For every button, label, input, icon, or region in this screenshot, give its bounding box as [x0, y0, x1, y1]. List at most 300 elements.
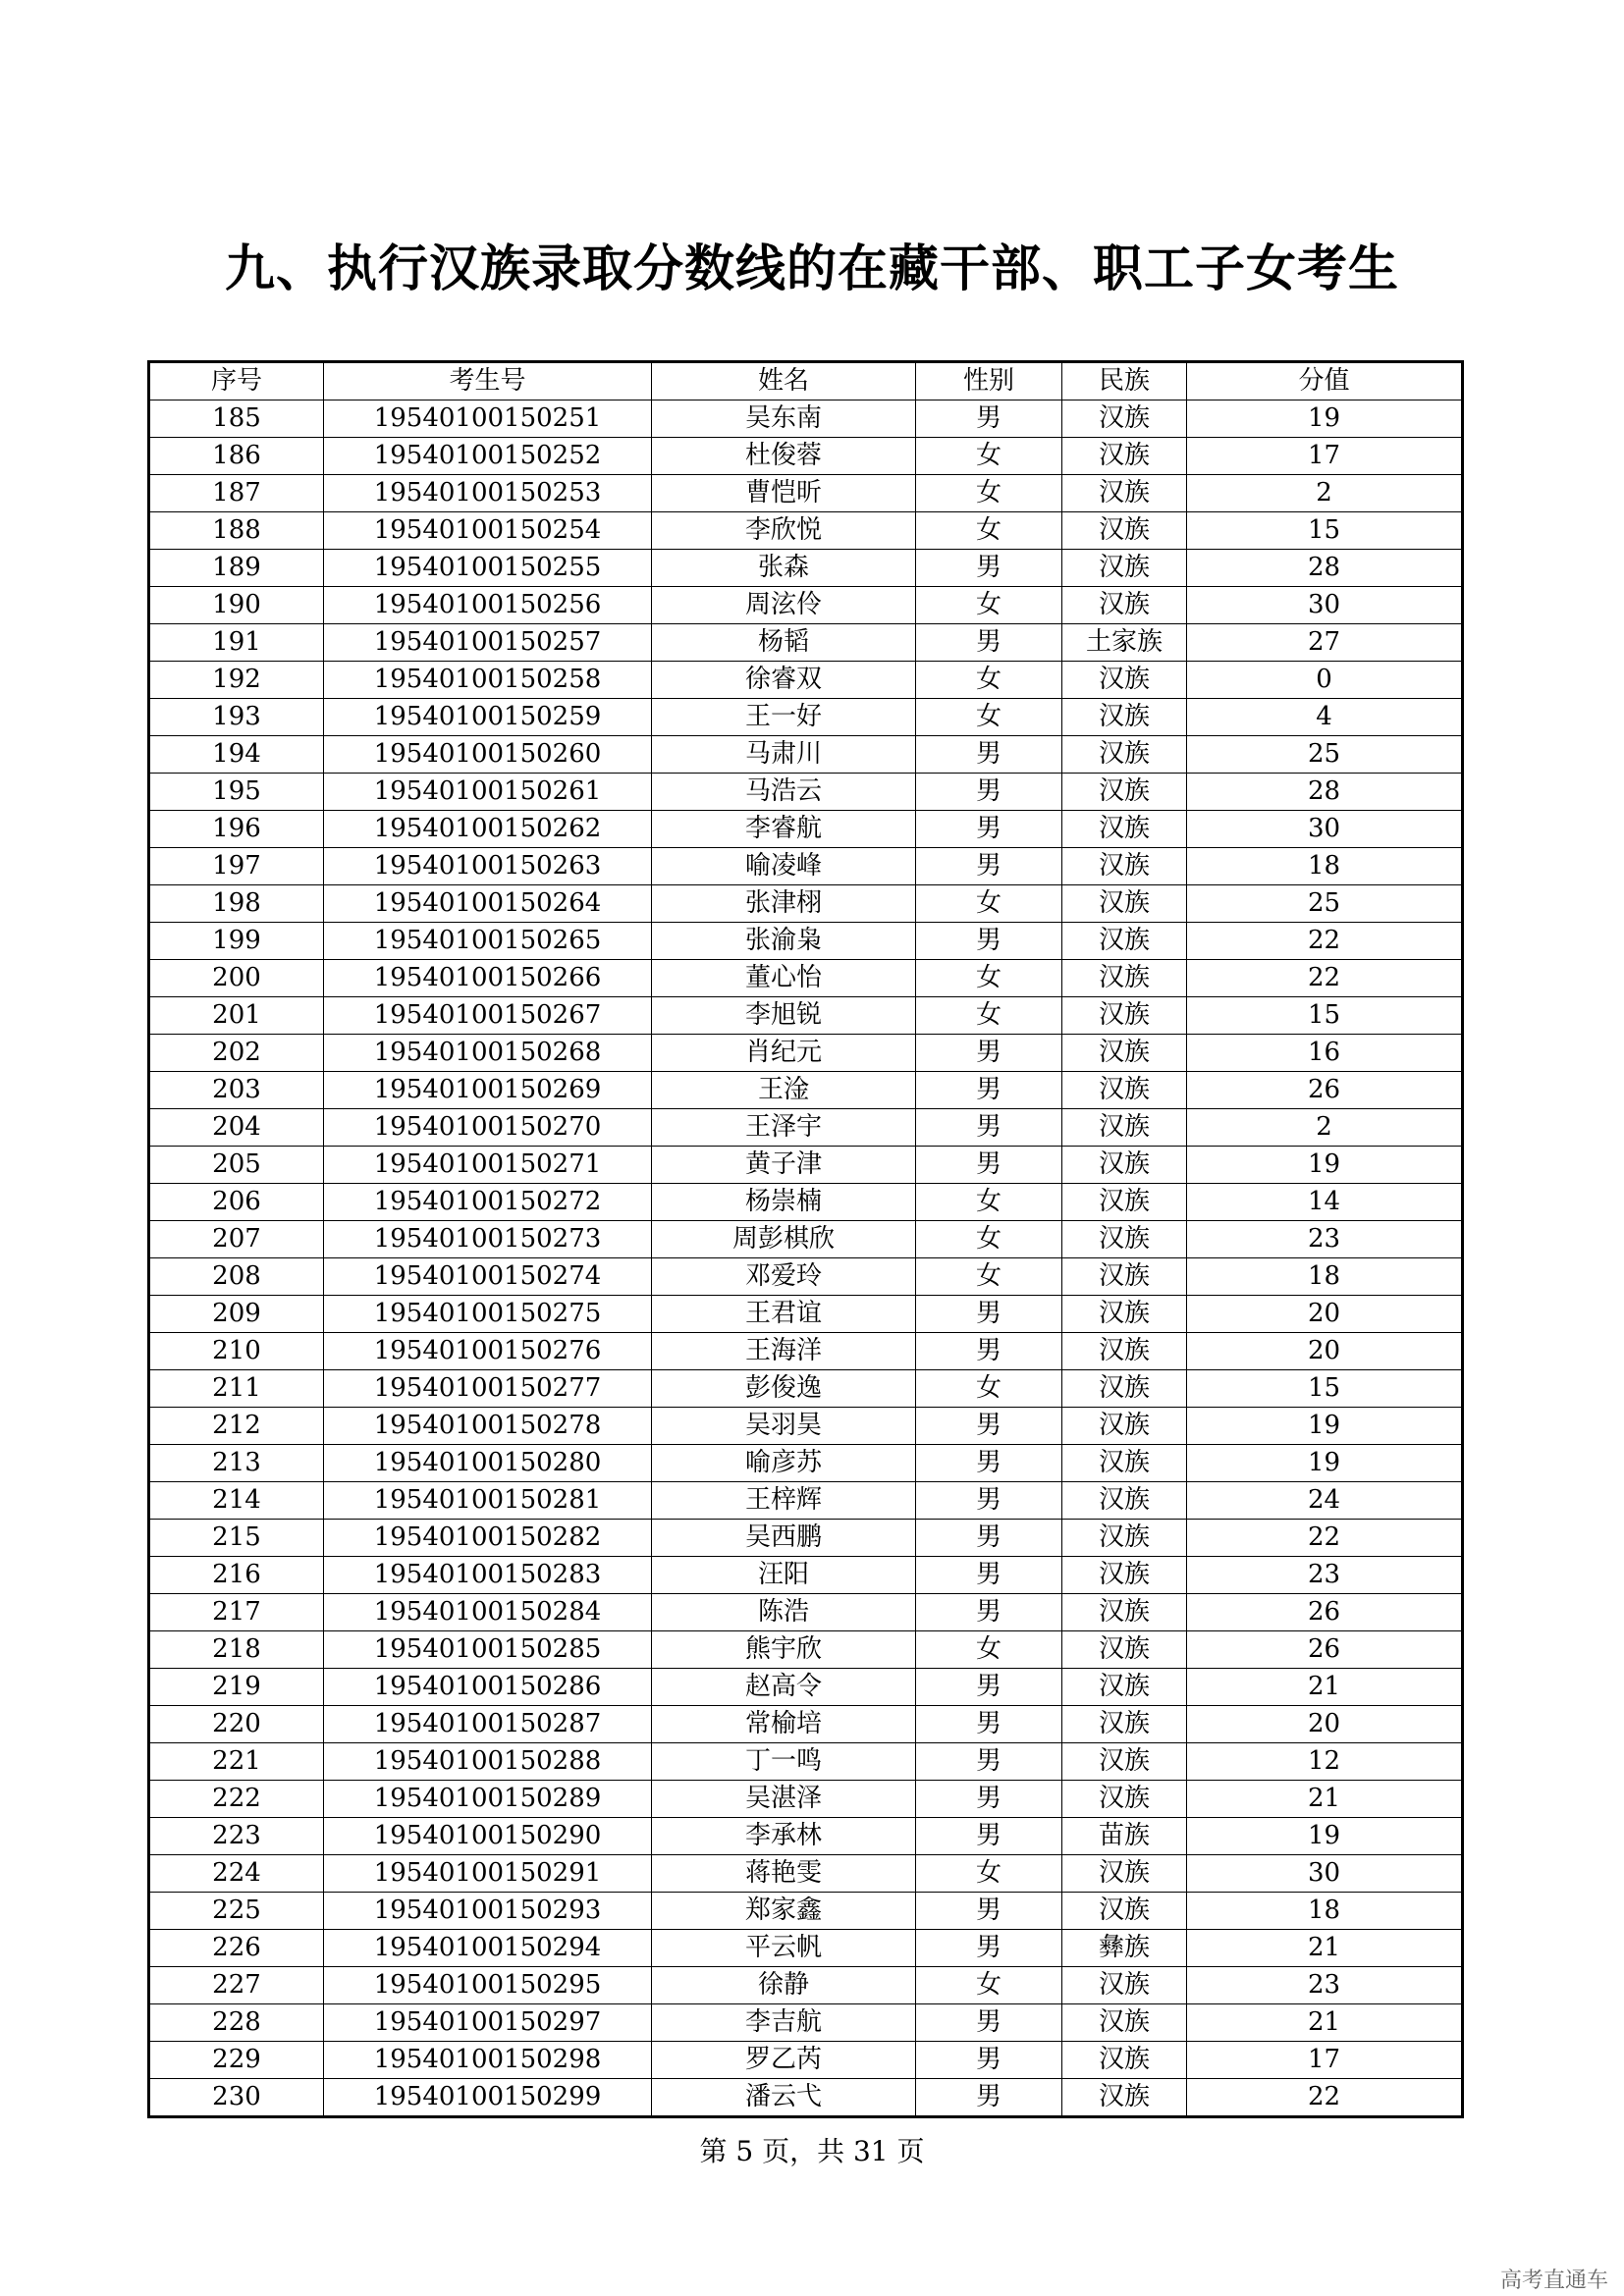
cell-sex: 男 [916, 400, 1062, 438]
cell-score: 30 [1187, 811, 1463, 848]
cell-ethnicity: 汉族 [1062, 662, 1187, 699]
cell-score: 2 [1187, 475, 1463, 512]
cell-ethnicity: 汉族 [1062, 400, 1187, 438]
cell-name: 彭俊逸 [652, 1370, 916, 1408]
cell-exam-id: 19540100150256 [324, 587, 652, 624]
cell-ethnicity: 汉族 [1062, 512, 1187, 550]
cell-sex: 男 [916, 1520, 1062, 1557]
cell-seq: 206 [149, 1184, 324, 1221]
cell-ethnicity: 汉族 [1062, 1258, 1187, 1296]
cell-score: 19 [1187, 1408, 1463, 1445]
cell-name: 徐睿双 [652, 662, 916, 699]
table-row [149, 1258, 1463, 1296]
cell-seq: 185 [149, 400, 324, 438]
cell-seq: 190 [149, 587, 324, 624]
cell-ethnicity: 汉族 [1062, 736, 1187, 774]
cell-sex: 男 [916, 1930, 1062, 1967]
cell-sex: 女 [916, 885, 1062, 923]
cell-name: 黄子津 [652, 1147, 916, 1184]
table-row [149, 1035, 1463, 1072]
cell-ethnicity: 汉族 [1062, 2042, 1187, 2079]
cell-score: 30 [1187, 587, 1463, 624]
cell-exam-id: 19540100150283 [324, 1557, 652, 1594]
table-row [149, 1109, 1463, 1147]
cell-exam-id: 19540100150274 [324, 1258, 652, 1296]
cell-score: 16 [1187, 1035, 1463, 1072]
cell-score: 22 [1187, 1520, 1463, 1557]
table-row [149, 736, 1463, 774]
cell-ethnicity: 汉族 [1062, 1594, 1187, 1631]
table-row [149, 1743, 1463, 1781]
cell-exam-id: 19540100150286 [324, 1669, 652, 1706]
cell-exam-id: 19540100150298 [324, 2042, 652, 2079]
cell-sex: 男 [916, 1333, 1062, 1370]
cell-score: 25 [1187, 736, 1463, 774]
cell-ethnicity: 汉族 [1062, 699, 1187, 736]
cell-seq: 223 [149, 1818, 324, 1855]
cell-exam-id: 19540100150295 [324, 1967, 652, 2004]
cell-ethnicity: 汉族 [1062, 848, 1187, 885]
cell-sex: 男 [916, 1893, 1062, 1930]
cell-ethnicity: 汉族 [1062, 475, 1187, 512]
cell-score: 30 [1187, 1855, 1463, 1893]
cell-sex: 女 [916, 1855, 1062, 1893]
page-footer: 第 5 页，共 31 页 [699, 2135, 925, 2167]
table-row [149, 885, 1463, 923]
table-row [149, 1669, 1463, 1706]
cell-ethnicity: 汉族 [1062, 1482, 1187, 1520]
cell-seq: 193 [149, 699, 324, 736]
header-ethnicity: 民族 [1062, 362, 1187, 400]
cell-seq: 224 [149, 1855, 324, 1893]
cell-seq: 210 [149, 1333, 324, 1370]
cell-sex: 女 [916, 1184, 1062, 1221]
cell-sex: 男 [916, 811, 1062, 848]
table-row [149, 2042, 1463, 2079]
cell-score: 28 [1187, 774, 1463, 811]
cell-exam-id: 19540100150272 [324, 1184, 652, 1221]
cell-seq: 191 [149, 624, 324, 662]
cell-ethnicity: 汉族 [1062, 1445, 1187, 1482]
cell-exam-id: 19540100150271 [324, 1147, 652, 1184]
cell-exam-id: 19540100150282 [324, 1520, 652, 1557]
cell-sex: 男 [916, 1445, 1062, 1482]
cell-name: 吴湛泽 [652, 1781, 916, 1818]
cell-score: 21 [1187, 1781, 1463, 1818]
table-row [149, 475, 1463, 512]
header-seq: 序号 [149, 362, 324, 400]
watermark-text: 高考直通车 [1499, 2269, 1608, 2293]
table-row [149, 550, 1463, 587]
cell-exam-id: 19540100150263 [324, 848, 652, 885]
table-row [149, 400, 1463, 438]
cell-score: 19 [1187, 1147, 1463, 1184]
cell-seq: 202 [149, 1035, 324, 1072]
cell-seq: 209 [149, 1296, 324, 1333]
cell-ethnicity: 汉族 [1062, 997, 1187, 1035]
table-row [149, 1631, 1463, 1669]
cell-sex: 女 [916, 997, 1062, 1035]
cell-sex: 女 [916, 1258, 1062, 1296]
cell-name: 邓爱玲 [652, 1258, 916, 1296]
cell-score: 26 [1187, 1631, 1463, 1669]
cell-ethnicity: 汉族 [1062, 2079, 1187, 2117]
table-header-row [149, 362, 1463, 400]
cell-ethnicity: 汉族 [1062, 1855, 1187, 1893]
cell-name: 王海洋 [652, 1333, 916, 1370]
cell-exam-id: 19540100150265 [324, 923, 652, 960]
cell-seq: 186 [149, 438, 324, 475]
cell-ethnicity: 汉族 [1062, 960, 1187, 997]
cell-sex: 男 [916, 2004, 1062, 2042]
cell-sex: 男 [916, 2042, 1062, 2079]
table-row [149, 1482, 1463, 1520]
cell-sex: 女 [916, 1967, 1062, 2004]
cell-sex: 女 [916, 960, 1062, 997]
table-row [149, 699, 1463, 736]
cell-score: 26 [1187, 1072, 1463, 1109]
cell-exam-id: 19540100150276 [324, 1333, 652, 1370]
cell-name: 赵高令 [652, 1669, 916, 1706]
table-row [149, 774, 1463, 811]
cell-score: 18 [1187, 848, 1463, 885]
cell-ethnicity: 汉族 [1062, 1706, 1187, 1743]
cell-exam-id: 19540100150278 [324, 1408, 652, 1445]
table-row [149, 1296, 1463, 1333]
cell-score: 14 [1187, 1184, 1463, 1221]
table-row [149, 1370, 1463, 1408]
table-row [149, 997, 1463, 1035]
cell-score: 20 [1187, 1706, 1463, 1743]
cell-score: 21 [1187, 1669, 1463, 1706]
cell-score: 19 [1187, 1818, 1463, 1855]
cell-seq: 195 [149, 774, 324, 811]
cell-name: 郑家鑫 [652, 1893, 916, 1930]
header-exam-id: 考生号 [324, 362, 652, 400]
cell-name: 蒋艳雯 [652, 1855, 916, 1893]
table-row [149, 662, 1463, 699]
cell-ethnicity: 汉族 [1062, 1669, 1187, 1706]
table-row [149, 1594, 1463, 1631]
cell-exam-id: 19540100150261 [324, 774, 652, 811]
cell-seq: 229 [149, 2042, 324, 2079]
cell-sex: 男 [916, 1818, 1062, 1855]
cell-seq: 215 [149, 1520, 324, 1557]
cell-name: 马肃川 [652, 736, 916, 774]
cell-seq: 200 [149, 960, 324, 997]
cell-seq: 207 [149, 1221, 324, 1258]
table-row [149, 811, 1463, 848]
cell-score: 19 [1187, 1445, 1463, 1482]
cell-exam-id: 19540100150262 [324, 811, 652, 848]
cell-seq: 230 [149, 2079, 324, 2117]
table-row [149, 512, 1463, 550]
cell-sex: 女 [916, 438, 1062, 475]
cell-ethnicity: 汉族 [1062, 1743, 1187, 1781]
cell-exam-id: 19540100150284 [324, 1594, 652, 1631]
cell-ethnicity: 汉族 [1062, 1109, 1187, 1147]
cell-name: 李吉航 [652, 2004, 916, 2042]
cell-name: 喻凌峰 [652, 848, 916, 885]
table-row [149, 1557, 1463, 1594]
cell-seq: 204 [149, 1109, 324, 1147]
cell-exam-id: 19540100150255 [324, 550, 652, 587]
cell-name: 杨韬 [652, 624, 916, 662]
cell-score: 20 [1187, 1296, 1463, 1333]
cell-name: 曹恺昕 [652, 475, 916, 512]
cell-seq: 208 [149, 1258, 324, 1296]
cell-sex: 男 [916, 1482, 1062, 1520]
cell-name: 吴羽昊 [652, 1408, 916, 1445]
cell-sex: 男 [916, 1743, 1062, 1781]
cell-ethnicity: 汉族 [1062, 1184, 1187, 1221]
cell-sex: 女 [916, 1370, 1062, 1408]
cell-score: 2 [1187, 1109, 1463, 1147]
cell-exam-id: 19540100150291 [324, 1855, 652, 1893]
cell-name: 吴东南 [652, 400, 916, 438]
cell-exam-id: 19540100150258 [324, 662, 652, 699]
cell-exam-id: 19540100150280 [324, 1445, 652, 1482]
cell-seq: 192 [149, 662, 324, 699]
cell-name: 吴西鹏 [652, 1520, 916, 1557]
table-row [149, 624, 1463, 662]
cell-score: 15 [1187, 997, 1463, 1035]
cell-sex: 男 [916, 1669, 1062, 1706]
cell-ethnicity: 汉族 [1062, 923, 1187, 960]
cell-seq: 227 [149, 1967, 324, 2004]
cell-name: 汪阳 [652, 1557, 916, 1594]
cell-ethnicity: 土家族 [1062, 624, 1187, 662]
cell-exam-id: 19540100150269 [324, 1072, 652, 1109]
table-row [149, 1072, 1463, 1109]
cell-score: 23 [1187, 1221, 1463, 1258]
cell-score: 15 [1187, 1370, 1463, 1408]
cell-sex: 女 [916, 1631, 1062, 1669]
cell-score: 24 [1187, 1482, 1463, 1520]
cell-exam-id: 19540100150270 [324, 1109, 652, 1147]
cell-ethnicity: 汉族 [1062, 885, 1187, 923]
table-row [149, 2079, 1463, 2117]
cell-name: 董心怡 [652, 960, 916, 997]
cell-seq: 219 [149, 1669, 324, 1706]
cell-seq: 194 [149, 736, 324, 774]
table-row [149, 1930, 1463, 1967]
cell-sex: 女 [916, 587, 1062, 624]
cell-exam-id: 19540100150252 [324, 438, 652, 475]
cell-seq: 189 [149, 550, 324, 587]
cell-exam-id: 19540100150299 [324, 2079, 652, 2117]
cell-seq: 216 [149, 1557, 324, 1594]
table-row [149, 1520, 1463, 1557]
cell-seq: 199 [149, 923, 324, 960]
cell-seq: 220 [149, 1706, 324, 1743]
cell-seq: 214 [149, 1482, 324, 1520]
cell-name: 陈浩 [652, 1594, 916, 1631]
cell-score: 17 [1187, 438, 1463, 475]
cell-seq: 203 [149, 1072, 324, 1109]
cell-name: 王君谊 [652, 1296, 916, 1333]
cell-name: 丁一鸣 [652, 1743, 916, 1781]
cell-ethnicity: 汉族 [1062, 1557, 1187, 1594]
cell-exam-id: 19540100150267 [324, 997, 652, 1035]
cell-ethnicity: 汉族 [1062, 587, 1187, 624]
cell-sex: 男 [916, 1408, 1062, 1445]
candidate-table [147, 360, 1464, 2118]
cell-sex: 男 [916, 1706, 1062, 1743]
cell-sex: 男 [916, 774, 1062, 811]
cell-name: 王梓辉 [652, 1482, 916, 1520]
cell-seq: 225 [149, 1893, 324, 1930]
cell-exam-id: 19540100150288 [324, 1743, 652, 1781]
cell-seq: 201 [149, 997, 324, 1035]
cell-sex: 男 [916, 1296, 1062, 1333]
cell-ethnicity: 汉族 [1062, 1408, 1187, 1445]
cell-score: 22 [1187, 2079, 1463, 2117]
cell-ethnicity: 汉族 [1062, 1893, 1187, 1930]
header-score: 分值 [1187, 362, 1463, 400]
cell-name: 罗乙芮 [652, 2042, 916, 2079]
cell-name: 马浩云 [652, 774, 916, 811]
cell-sex: 男 [916, 550, 1062, 587]
cell-name: 喻彦苏 [652, 1445, 916, 1482]
cell-exam-id: 19540100150293 [324, 1893, 652, 1930]
cell-ethnicity: 汉族 [1062, 774, 1187, 811]
cell-sex: 男 [916, 1147, 1062, 1184]
cell-exam-id: 19540100150285 [324, 1631, 652, 1669]
cell-score: 20 [1187, 1333, 1463, 1370]
cell-score: 18 [1187, 1258, 1463, 1296]
cell-score: 4 [1187, 699, 1463, 736]
header-sex: 性别 [916, 362, 1062, 400]
cell-name: 李承林 [652, 1818, 916, 1855]
cell-name: 李欣悦 [652, 512, 916, 550]
cell-exam-id: 19540100150260 [324, 736, 652, 774]
cell-sex: 女 [916, 662, 1062, 699]
table-row [149, 848, 1463, 885]
cell-score: 28 [1187, 550, 1463, 587]
cell-seq: 198 [149, 885, 324, 923]
cell-ethnicity: 汉族 [1062, 438, 1187, 475]
cell-score: 26 [1187, 1594, 1463, 1631]
cell-ethnicity: 汉族 [1062, 1781, 1187, 1818]
cell-score: 21 [1187, 1930, 1463, 1967]
cell-ethnicity: 汉族 [1062, 1072, 1187, 1109]
cell-seq: 228 [149, 2004, 324, 2042]
cell-ethnicity: 汉族 [1062, 2004, 1187, 2042]
cell-name: 王泽宇 [652, 1109, 916, 1147]
cell-ethnicity: 汉族 [1062, 1967, 1187, 2004]
cell-sex: 女 [916, 512, 1062, 550]
cell-seq: 205 [149, 1147, 324, 1184]
cell-exam-id: 19540100150273 [324, 1221, 652, 1258]
cell-sex: 男 [916, 1557, 1062, 1594]
cell-exam-id: 19540100150277 [324, 1370, 652, 1408]
cell-exam-id: 19540100150259 [324, 699, 652, 736]
cell-ethnicity: 汉族 [1062, 811, 1187, 848]
cell-seq: 217 [149, 1594, 324, 1631]
cell-seq: 211 [149, 1370, 324, 1408]
table-row [149, 1893, 1463, 1930]
cell-sex: 男 [916, 1035, 1062, 1072]
cell-exam-id: 19540100150290 [324, 1818, 652, 1855]
cell-name: 李旭锐 [652, 997, 916, 1035]
cell-exam-id: 19540100150275 [324, 1296, 652, 1333]
cell-seq: 187 [149, 475, 324, 512]
cell-sex: 男 [916, 624, 1062, 662]
cell-ethnicity: 汉族 [1062, 1147, 1187, 1184]
cell-seq: 213 [149, 1445, 324, 1482]
table-row [149, 1855, 1463, 1893]
cell-ethnicity: 彝族 [1062, 1930, 1187, 1967]
cell-seq: 222 [149, 1781, 324, 1818]
cell-score: 21 [1187, 2004, 1463, 2042]
cell-seq: 212 [149, 1408, 324, 1445]
cell-score: 0 [1187, 662, 1463, 699]
cell-ethnicity: 汉族 [1062, 1520, 1187, 1557]
cell-exam-id: 19540100150268 [324, 1035, 652, 1072]
cell-name: 杨崇楠 [652, 1184, 916, 1221]
cell-score: 15 [1187, 512, 1463, 550]
cell-name: 平云帆 [652, 1930, 916, 1967]
cell-sex: 男 [916, 1109, 1062, 1147]
table-row [149, 587, 1463, 624]
cell-ethnicity: 汉族 [1062, 1221, 1187, 1258]
cell-seq: 226 [149, 1930, 324, 1967]
cell-sex: 男 [916, 848, 1062, 885]
cell-name: 李睿航 [652, 811, 916, 848]
cell-name: 徐静 [652, 1967, 916, 2004]
cell-ethnicity: 汉族 [1062, 1035, 1187, 1072]
cell-exam-id: 19540100150257 [324, 624, 652, 662]
cell-exam-id: 19540100150289 [324, 1781, 652, 1818]
cell-ethnicity: 汉族 [1062, 1370, 1187, 1408]
table-row [149, 960, 1463, 997]
table-row [149, 438, 1463, 475]
table-body [149, 400, 1463, 2117]
cell-sex: 男 [916, 736, 1062, 774]
table-row [149, 1147, 1463, 1184]
cell-score: 12 [1187, 1743, 1463, 1781]
cell-score: 25 [1187, 885, 1463, 923]
cell-sex: 男 [916, 1594, 1062, 1631]
cell-name: 张渝枭 [652, 923, 916, 960]
cell-exam-id: 19540100150287 [324, 1706, 652, 1743]
cell-sex: 女 [916, 475, 1062, 512]
cell-name: 熊宇欣 [652, 1631, 916, 1669]
cell-score: 18 [1187, 1893, 1463, 1930]
cell-seq: 197 [149, 848, 324, 885]
cell-seq: 196 [149, 811, 324, 848]
cell-ethnicity: 汉族 [1062, 1333, 1187, 1370]
cell-name: 常榆培 [652, 1706, 916, 1743]
cell-exam-id: 19540100150254 [324, 512, 652, 550]
cell-exam-id: 19540100150253 [324, 475, 652, 512]
header-name: 姓名 [652, 362, 916, 400]
cell-sex: 女 [916, 699, 1062, 736]
cell-exam-id: 19540100150266 [324, 960, 652, 997]
cell-name: 肖纪元 [652, 1035, 916, 1072]
cell-score: 19 [1187, 400, 1463, 438]
cell-score: 22 [1187, 960, 1463, 997]
table-row [149, 2004, 1463, 2042]
table-row [149, 1967, 1463, 2004]
table-row [149, 1781, 1463, 1818]
cell-score: 27 [1187, 624, 1463, 662]
cell-exam-id: 19540100150264 [324, 885, 652, 923]
table-row [149, 1408, 1463, 1445]
cell-sex: 男 [916, 923, 1062, 960]
cell-seq: 188 [149, 512, 324, 550]
